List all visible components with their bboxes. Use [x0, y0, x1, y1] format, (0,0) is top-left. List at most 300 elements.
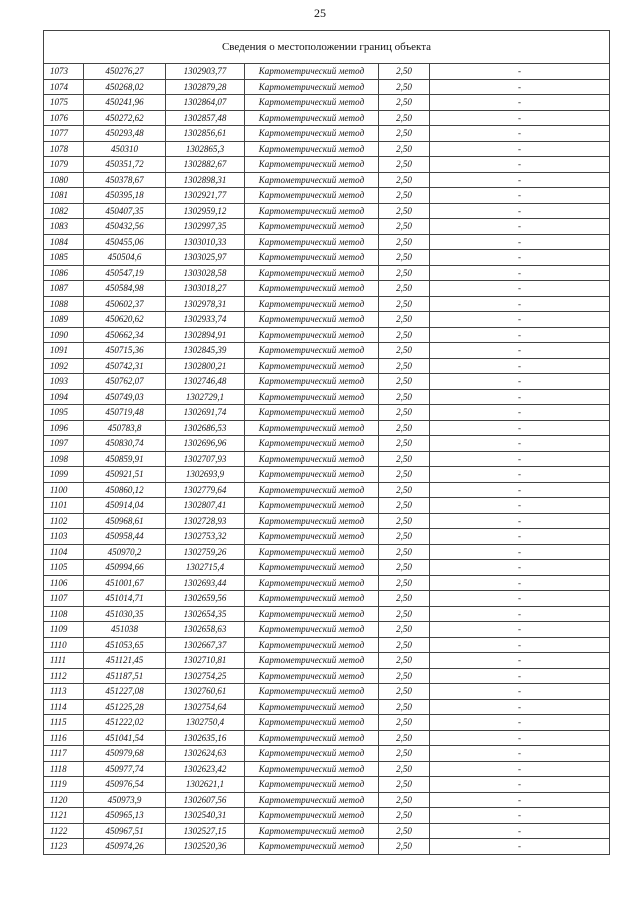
accuracy-cell: 2,50: [379, 110, 430, 126]
x-coordinate-cell: 450584,98: [84, 281, 166, 297]
table-row: [44, 761, 610, 777]
accuracy-cell: 2,50: [379, 761, 430, 777]
method-cell: Картометрический метод: [245, 126, 379, 142]
point-number-cell: 1105: [44, 560, 84, 576]
method-cell: Картометрический метод: [245, 296, 379, 312]
accuracy-cell: 2,50: [379, 157, 430, 173]
y-coordinate-cell: 1302710,81: [166, 653, 245, 669]
table-row: [44, 188, 610, 204]
table-row: [44, 808, 610, 824]
description-cell: -: [430, 746, 610, 762]
y-coordinate-cell: 1302959,12: [166, 203, 245, 219]
x-coordinate-cell: 450958,44: [84, 529, 166, 545]
x-coordinate-cell: 450407,35: [84, 203, 166, 219]
description-cell: -: [430, 560, 610, 576]
method-cell: Картометрический метод: [245, 203, 379, 219]
x-coordinate-cell: 450395,18: [84, 188, 166, 204]
table-row: [44, 312, 610, 328]
accuracy-cell: 2,50: [379, 591, 430, 607]
x-coordinate-cell: 450432,56: [84, 219, 166, 235]
method-cell: Картометрический метод: [245, 420, 379, 436]
x-coordinate-cell: 450547,19: [84, 265, 166, 281]
accuracy-cell: 2,50: [379, 172, 430, 188]
y-coordinate-cell: 1302659,56: [166, 591, 245, 607]
method-cell: Картометрический метод: [245, 668, 379, 684]
y-coordinate-cell: 1302978,31: [166, 296, 245, 312]
method-cell: Картометрический метод: [245, 343, 379, 359]
description-cell: -: [430, 389, 610, 405]
description-cell: -: [430, 79, 610, 95]
point-number-cell: 1084: [44, 234, 84, 250]
accuracy-cell: 2,50: [379, 420, 430, 436]
accuracy-cell: 2,50: [379, 327, 430, 343]
point-number-cell: 1075: [44, 95, 84, 111]
description-cell: -: [430, 730, 610, 746]
table-row: [44, 622, 610, 638]
method-cell: Картометрический метод: [245, 141, 379, 157]
y-coordinate-cell: 1302898,31: [166, 172, 245, 188]
accuracy-cell: 2,50: [379, 482, 430, 498]
description-cell: -: [430, 792, 610, 808]
y-coordinate-cell: 1302894,91: [166, 327, 245, 343]
y-coordinate-cell: 1302693,9: [166, 467, 245, 483]
point-number-cell: 1111: [44, 653, 84, 669]
x-coordinate-cell: 450378,67: [84, 172, 166, 188]
table-row: [44, 451, 610, 467]
point-number-cell: 1120: [44, 792, 84, 808]
x-coordinate-cell: 450272,62: [84, 110, 166, 126]
y-coordinate-cell: 1302658,63: [166, 622, 245, 638]
y-coordinate-cell: 1302746,48: [166, 374, 245, 390]
description-cell: -: [430, 374, 610, 390]
y-coordinate-cell: 1302754,25: [166, 668, 245, 684]
accuracy-cell: 2,50: [379, 839, 430, 855]
x-coordinate-cell: 450662,34: [84, 327, 166, 343]
table-row: [44, 250, 610, 266]
y-coordinate-cell: 1302686,53: [166, 420, 245, 436]
x-coordinate-cell: 450504,6: [84, 250, 166, 266]
x-coordinate-cell: 451030,35: [84, 606, 166, 622]
method-cell: Картометрический метод: [245, 513, 379, 529]
method-cell: Картометрический метод: [245, 699, 379, 715]
y-coordinate-cell: 1302882,67: [166, 157, 245, 173]
accuracy-cell: 2,50: [379, 374, 430, 390]
method-cell: Картометрический метод: [245, 265, 379, 281]
method-cell: Картометрический метод: [245, 312, 379, 328]
point-number-cell: 1118: [44, 761, 84, 777]
x-coordinate-cell: 450970,2: [84, 544, 166, 560]
accuracy-cell: 2,50: [379, 529, 430, 545]
point-number-cell: 1081: [44, 188, 84, 204]
y-coordinate-cell: 1302707,93: [166, 451, 245, 467]
point-number-cell: 1073: [44, 64, 84, 80]
description-cell: -: [430, 777, 610, 793]
table-row: [44, 420, 610, 436]
x-coordinate-cell: 450602,37: [84, 296, 166, 312]
accuracy-cell: 2,50: [379, 637, 430, 653]
y-coordinate-cell: 1302607,56: [166, 792, 245, 808]
y-coordinate-cell: 1303018,27: [166, 281, 245, 297]
x-coordinate-cell: 450783,8: [84, 420, 166, 436]
accuracy-cell: 2,50: [379, 358, 430, 374]
method-cell: Картометрический метод: [245, 327, 379, 343]
point-number-cell: 1091: [44, 343, 84, 359]
point-number-cell: 1090: [44, 327, 84, 343]
method-cell: Картометрический метод: [245, 498, 379, 514]
point-number-cell: 1097: [44, 436, 84, 452]
x-coordinate-cell: 450921,51: [84, 467, 166, 483]
point-number-cell: 1115: [44, 715, 84, 731]
method-cell: Картометрический метод: [245, 544, 379, 560]
description-cell: -: [430, 668, 610, 684]
x-coordinate-cell: 450719,48: [84, 405, 166, 421]
table-row: [44, 684, 610, 700]
table-row: [44, 606, 610, 622]
x-coordinate-cell: 450620,62: [84, 312, 166, 328]
point-number-cell: 1110: [44, 637, 84, 653]
x-coordinate-cell: 450455,06: [84, 234, 166, 250]
description-cell: -: [430, 637, 610, 653]
x-coordinate-cell: 450749,03: [84, 389, 166, 405]
boundary-coordinates-table: [43, 30, 610, 855]
x-coordinate-cell: 451225,28: [84, 699, 166, 715]
point-number-cell: 1104: [44, 544, 84, 560]
y-coordinate-cell: 1302760,61: [166, 684, 245, 700]
table-row: [44, 699, 610, 715]
y-coordinate-cell: 1302520,36: [166, 839, 245, 855]
accuracy-cell: 2,50: [379, 95, 430, 111]
point-number-cell: 1080: [44, 172, 84, 188]
accuracy-cell: 2,50: [379, 622, 430, 638]
table-row: [44, 110, 610, 126]
y-coordinate-cell: 1302753,32: [166, 529, 245, 545]
table-row: [44, 730, 610, 746]
method-cell: Картометрический метод: [245, 575, 379, 591]
page-number: 25: [314, 6, 326, 20]
y-coordinate-cell: 1302654,35: [166, 606, 245, 622]
accuracy-cell: 2,50: [379, 141, 430, 157]
table-row: [44, 405, 610, 421]
table-row: [44, 374, 610, 390]
accuracy-cell: 2,50: [379, 777, 430, 793]
description-cell: -: [430, 513, 610, 529]
y-coordinate-cell: 1302729,1: [166, 389, 245, 405]
x-coordinate-cell: 450268,02: [84, 79, 166, 95]
x-coordinate-cell: 450310: [84, 141, 166, 157]
table-row: [44, 126, 610, 142]
x-coordinate-cell: 450742,31: [84, 358, 166, 374]
x-coordinate-cell: 450976,54: [84, 777, 166, 793]
table-row: [44, 637, 610, 653]
y-coordinate-cell: 1302903,77: [166, 64, 245, 80]
y-coordinate-cell: 1302728,93: [166, 513, 245, 529]
point-number-cell: 1088: [44, 296, 84, 312]
y-coordinate-cell: 1302933,74: [166, 312, 245, 328]
accuracy-cell: 2,50: [379, 699, 430, 715]
x-coordinate-cell: 450241,96: [84, 95, 166, 111]
x-coordinate-cell: 450351,72: [84, 157, 166, 173]
accuracy-cell: 2,50: [379, 792, 430, 808]
point-number-cell: 1113: [44, 684, 84, 700]
point-number-cell: 1098: [44, 451, 84, 467]
method-cell: Картометрический метод: [245, 653, 379, 669]
method-cell: Картометрический метод: [245, 839, 379, 855]
x-coordinate-cell: 450967,51: [84, 823, 166, 839]
point-number-cell: 1106: [44, 575, 84, 591]
point-number-cell: 1117: [44, 746, 84, 762]
table-row: [44, 389, 610, 405]
accuracy-cell: 2,50: [379, 64, 430, 80]
description-cell: -: [430, 606, 610, 622]
description-cell: -: [430, 808, 610, 824]
method-cell: Картометрический метод: [245, 95, 379, 111]
method-cell: Картометрический метод: [245, 777, 379, 793]
x-coordinate-cell: 451222,02: [84, 715, 166, 731]
y-coordinate-cell: 1302779,64: [166, 482, 245, 498]
description-cell: -: [430, 327, 610, 343]
description-cell: -: [430, 699, 610, 715]
accuracy-cell: 2,50: [379, 436, 430, 452]
method-cell: Картометрический метод: [245, 529, 379, 545]
table-row: [44, 436, 610, 452]
table-header-row: [44, 31, 610, 64]
method-cell: Картометрический метод: [245, 746, 379, 762]
method-cell: Картометрический метод: [245, 482, 379, 498]
table-row: [44, 141, 610, 157]
point-number-cell: 1109: [44, 622, 84, 638]
accuracy-cell: 2,50: [379, 606, 430, 622]
y-coordinate-cell: 1302667,37: [166, 637, 245, 653]
point-number-cell: 1079: [44, 157, 84, 173]
y-coordinate-cell: 1302864,07: [166, 95, 245, 111]
table-row: [44, 498, 610, 514]
description-cell: -: [430, 281, 610, 297]
accuracy-cell: 2,50: [379, 808, 430, 824]
description-cell: -: [430, 95, 610, 111]
x-coordinate-cell: 451121,45: [84, 653, 166, 669]
description-cell: -: [430, 405, 610, 421]
method-cell: Картометрический метод: [245, 79, 379, 95]
accuracy-cell: 2,50: [379, 296, 430, 312]
description-cell: -: [430, 544, 610, 560]
x-coordinate-cell: 450974,26: [84, 839, 166, 855]
y-coordinate-cell: 1302865,3: [166, 141, 245, 157]
description-cell: -: [430, 110, 610, 126]
method-cell: Картометрический метод: [245, 560, 379, 576]
point-number-cell: 1101: [44, 498, 84, 514]
accuracy-cell: 2,50: [379, 265, 430, 281]
y-coordinate-cell: 1302623,42: [166, 761, 245, 777]
table-row: [44, 95, 610, 111]
x-coordinate-cell: 450977,74: [84, 761, 166, 777]
accuracy-cell: 2,50: [379, 575, 430, 591]
table-row: [44, 839, 610, 855]
y-coordinate-cell: 1302635,16: [166, 730, 245, 746]
table-row: [44, 79, 610, 95]
method-cell: Картометрический метод: [245, 622, 379, 638]
point-number-cell: 1116: [44, 730, 84, 746]
description-cell: -: [430, 188, 610, 204]
method-cell: Картометрический метод: [245, 761, 379, 777]
table-row: [44, 715, 610, 731]
x-coordinate-cell: 450715,36: [84, 343, 166, 359]
description-cell: -: [430, 715, 610, 731]
accuracy-cell: 2,50: [379, 668, 430, 684]
method-cell: Картометрический метод: [245, 792, 379, 808]
accuracy-cell: 2,50: [379, 498, 430, 514]
x-coordinate-cell: 451187,51: [84, 668, 166, 684]
x-coordinate-cell: 451014,71: [84, 591, 166, 607]
table-row: [44, 591, 610, 607]
x-coordinate-cell: 450973,9: [84, 792, 166, 808]
table-title: Сведения о местоположении границ объекта: [44, 31, 610, 64]
y-coordinate-cell: 1303010,33: [166, 234, 245, 250]
point-number-cell: 1099: [44, 467, 84, 483]
description-cell: -: [430, 653, 610, 669]
y-coordinate-cell: 1302696,96: [166, 436, 245, 452]
y-coordinate-cell: 1302540,31: [166, 808, 245, 824]
method-cell: Картометрический метод: [245, 157, 379, 173]
accuracy-cell: 2,50: [379, 451, 430, 467]
y-coordinate-cell: 1302997,35: [166, 219, 245, 235]
table-row: [44, 482, 610, 498]
description-cell: -: [430, 250, 610, 266]
table-row: [44, 544, 610, 560]
y-coordinate-cell: 1302693,44: [166, 575, 245, 591]
method-cell: Картометрический метод: [245, 110, 379, 126]
x-coordinate-cell: 451041,54: [84, 730, 166, 746]
description-cell: -: [430, 234, 610, 250]
method-cell: Картометрический метод: [245, 250, 379, 266]
accuracy-cell: 2,50: [379, 467, 430, 483]
description-cell: -: [430, 436, 610, 452]
description-cell: -: [430, 575, 610, 591]
table-row: [44, 64, 610, 80]
accuracy-cell: 2,50: [379, 343, 430, 359]
method-cell: Картометрический метод: [245, 219, 379, 235]
description-cell: -: [430, 839, 610, 855]
accuracy-cell: 2,50: [379, 730, 430, 746]
description-cell: -: [430, 172, 610, 188]
y-coordinate-cell: 1302856,61: [166, 126, 245, 142]
accuracy-cell: 2,50: [379, 513, 430, 529]
point-number-cell: 1114: [44, 699, 84, 715]
point-number-cell: 1087: [44, 281, 84, 297]
x-coordinate-cell: 450859,91: [84, 451, 166, 467]
description-cell: -: [430, 498, 610, 514]
point-number-cell: 1089: [44, 312, 84, 328]
y-coordinate-cell: 1302624,63: [166, 746, 245, 762]
x-coordinate-cell: 451053,65: [84, 637, 166, 653]
description-cell: -: [430, 761, 610, 777]
point-number-cell: 1121: [44, 808, 84, 824]
table-row: [44, 560, 610, 576]
x-coordinate-cell: 450860,12: [84, 482, 166, 498]
description-cell: -: [430, 358, 610, 374]
description-cell: -: [430, 141, 610, 157]
description-cell: -: [430, 265, 610, 281]
x-coordinate-cell: 451001,67: [84, 575, 166, 591]
point-number-cell: 1107: [44, 591, 84, 607]
method-cell: Картометрический метод: [245, 637, 379, 653]
description-cell: -: [430, 343, 610, 359]
point-number-cell: 1122: [44, 823, 84, 839]
description-cell: -: [430, 451, 610, 467]
method-cell: Картометрический метод: [245, 389, 379, 405]
point-number-cell: 1100: [44, 482, 84, 498]
table-row: [44, 203, 610, 219]
method-cell: Картометрический метод: [245, 451, 379, 467]
method-cell: Картометрический метод: [245, 808, 379, 824]
accuracy-cell: 2,50: [379, 79, 430, 95]
table-row: [44, 823, 610, 839]
y-coordinate-cell: 1302879,28: [166, 79, 245, 95]
table-row: [44, 467, 610, 483]
table-body: [44, 64, 610, 855]
description-cell: -: [430, 64, 610, 80]
method-cell: Картометрический метод: [245, 467, 379, 483]
table-row: [44, 746, 610, 762]
table-row: [44, 513, 610, 529]
method-cell: Картометрический метод: [245, 405, 379, 421]
accuracy-cell: 2,50: [379, 312, 430, 328]
table-row: [44, 327, 610, 343]
point-number-cell: 1102: [44, 513, 84, 529]
table-row: [44, 281, 610, 297]
point-number-cell: 1094: [44, 389, 84, 405]
accuracy-cell: 2,50: [379, 746, 430, 762]
accuracy-cell: 2,50: [379, 234, 430, 250]
accuracy-cell: 2,50: [379, 544, 430, 560]
point-number-cell: 1082: [44, 203, 84, 219]
y-coordinate-cell: 1302857,48: [166, 110, 245, 126]
y-coordinate-cell: 1302754,64: [166, 699, 245, 715]
table-row: [44, 234, 610, 250]
x-coordinate-cell: 450830,74: [84, 436, 166, 452]
point-number-cell: 1095: [44, 405, 84, 421]
y-coordinate-cell: 1303028,58: [166, 265, 245, 281]
description-cell: -: [430, 312, 610, 328]
point-number-cell: 1119: [44, 777, 84, 793]
description-cell: -: [430, 529, 610, 545]
description-cell: -: [430, 203, 610, 219]
table-row: [44, 219, 610, 235]
y-coordinate-cell: 1302800,21: [166, 358, 245, 374]
description-cell: -: [430, 823, 610, 839]
y-coordinate-cell: 1302750,4: [166, 715, 245, 731]
table-row: [44, 792, 610, 808]
point-number-cell: 1093: [44, 374, 84, 390]
y-coordinate-cell: 1302691,74: [166, 405, 245, 421]
table-row: [44, 777, 610, 793]
table-row: [44, 157, 610, 173]
method-cell: Картометрический метод: [245, 823, 379, 839]
method-cell: Картометрический метод: [245, 281, 379, 297]
point-number-cell: 1085: [44, 250, 84, 266]
method-cell: Картометрический метод: [245, 374, 379, 390]
description-cell: -: [430, 296, 610, 312]
accuracy-cell: 2,50: [379, 188, 430, 204]
x-coordinate-cell: 450994,66: [84, 560, 166, 576]
y-coordinate-cell: 1302921,77: [166, 188, 245, 204]
method-cell: Картометрический метод: [245, 234, 379, 250]
description-cell: -: [430, 157, 610, 173]
method-cell: Картометрический метод: [245, 436, 379, 452]
y-coordinate-cell: 1302759,26: [166, 544, 245, 560]
method-cell: Картометрический метод: [245, 358, 379, 374]
accuracy-cell: 2,50: [379, 560, 430, 576]
y-coordinate-cell: 1303025,97: [166, 250, 245, 266]
